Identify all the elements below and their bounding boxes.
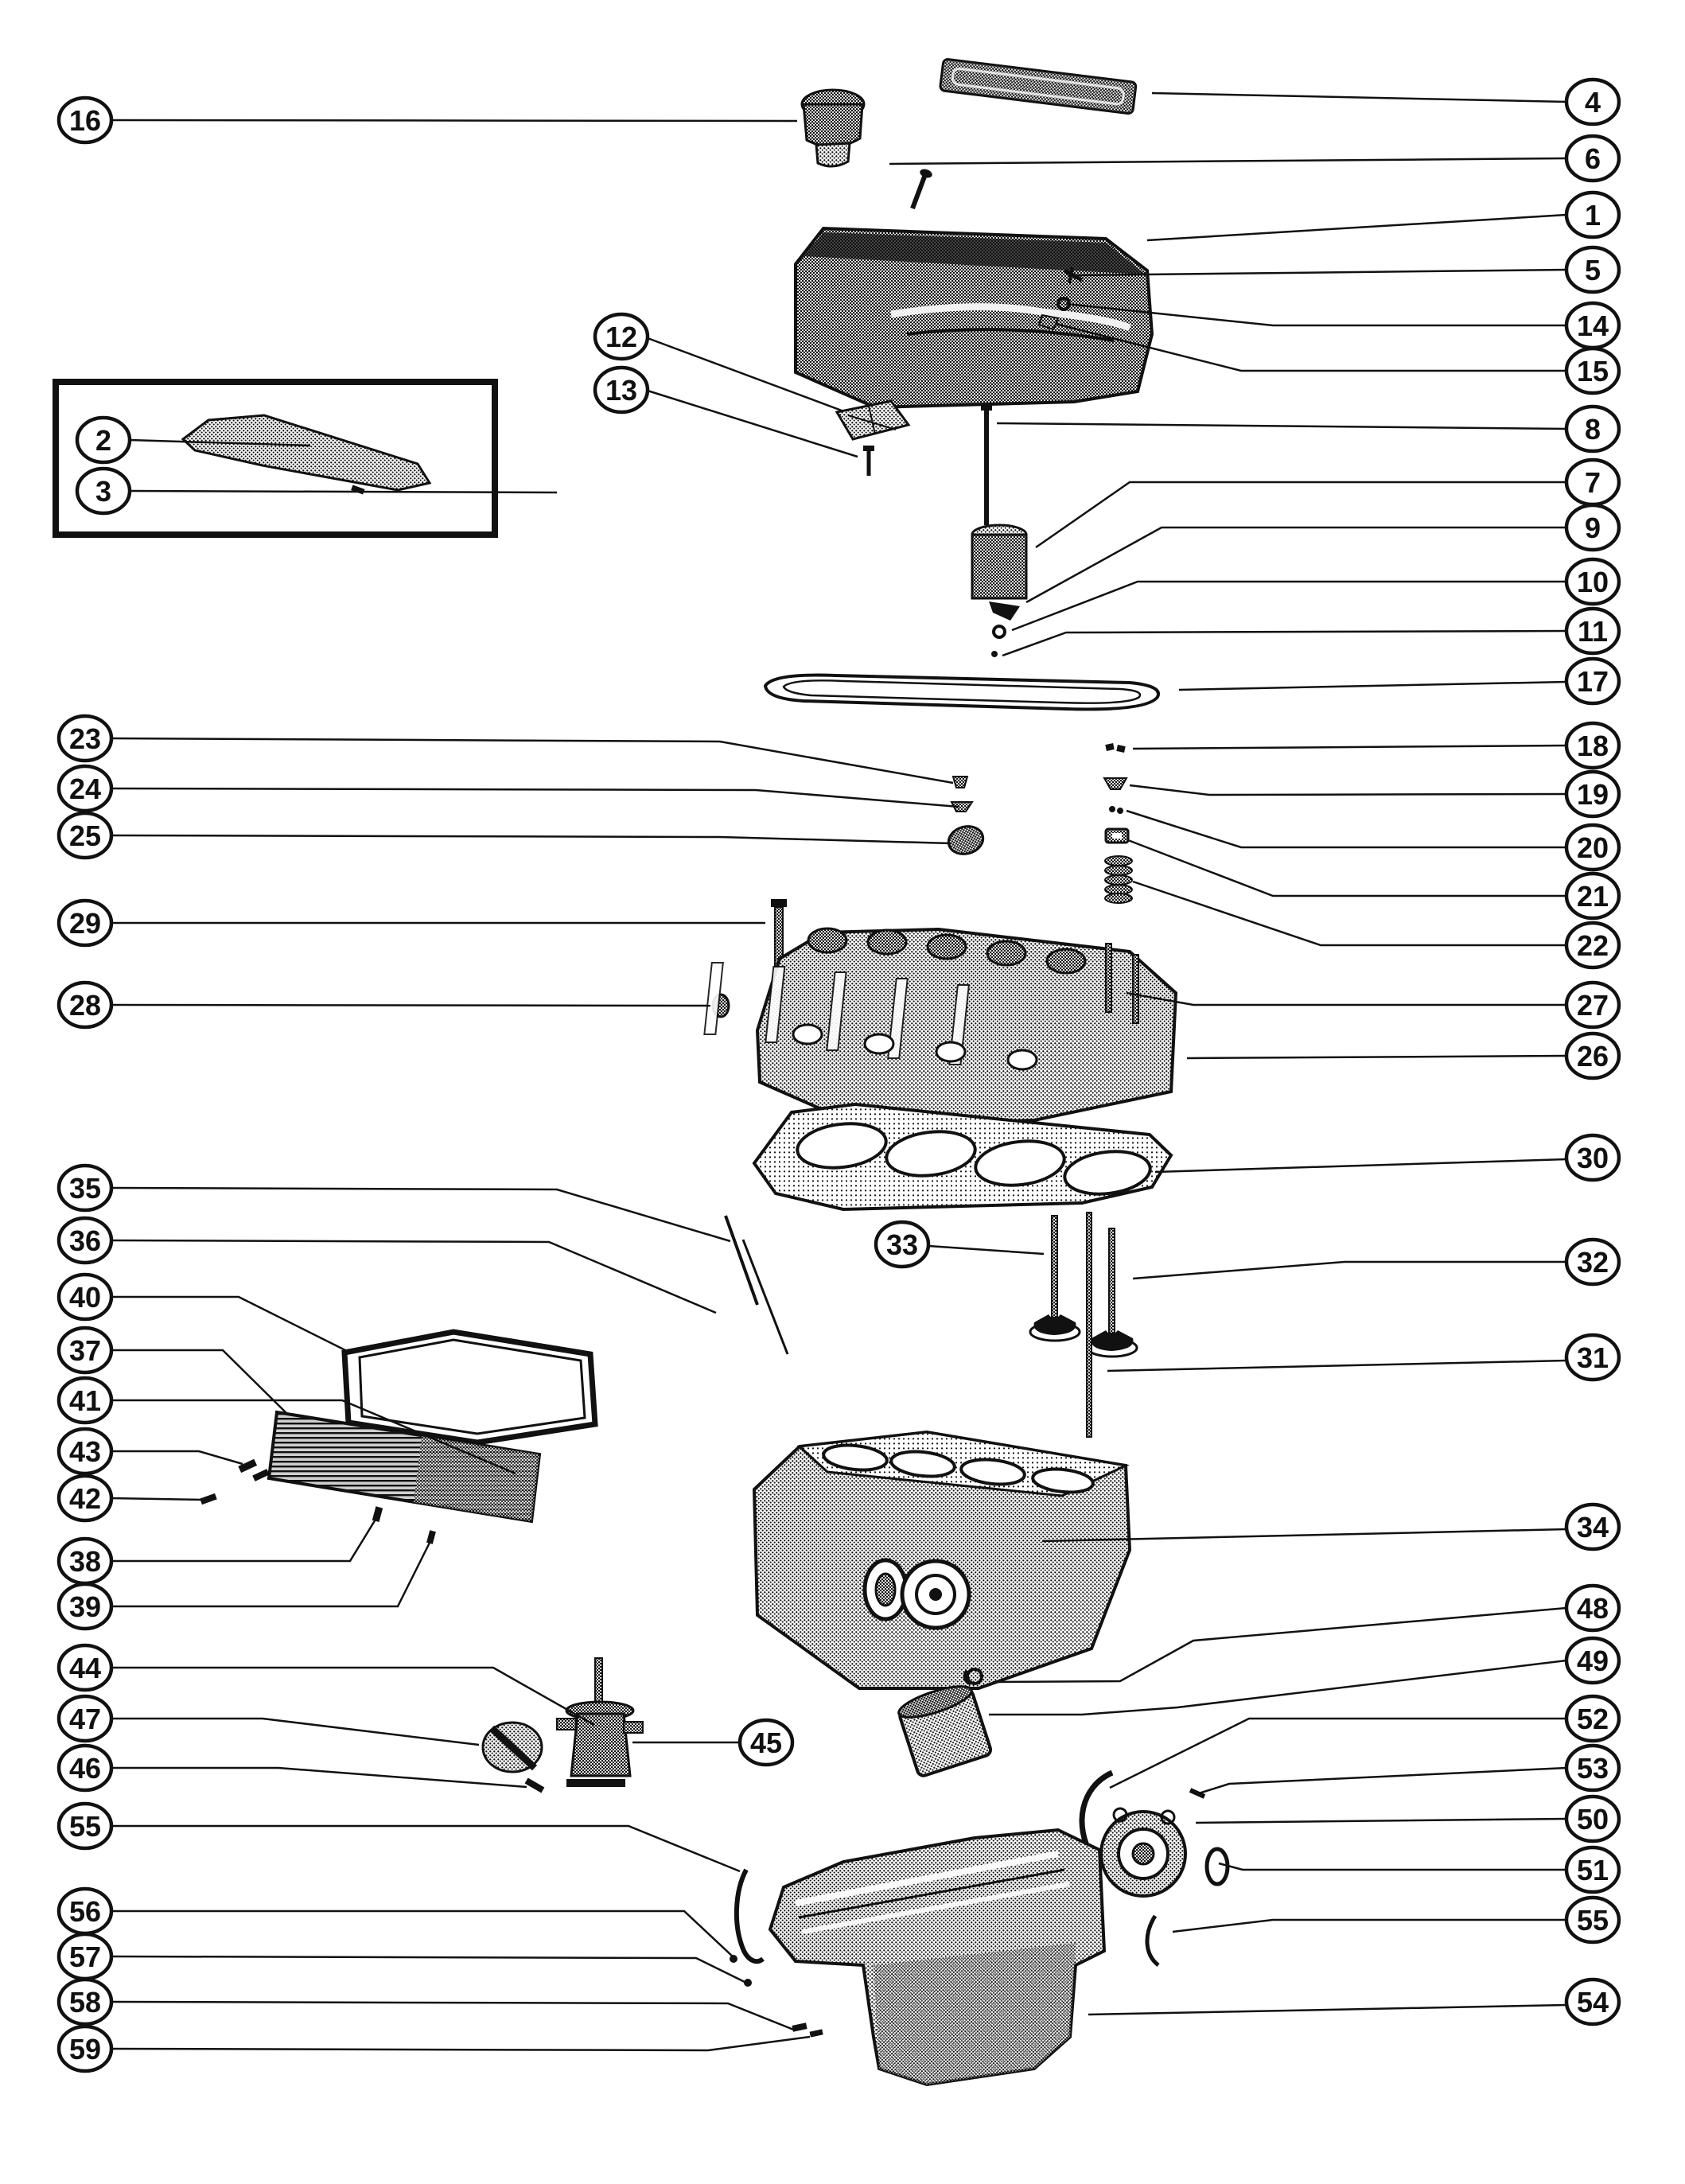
callout-number: 25 (68, 819, 102, 852)
leader-line-32 (1133, 1262, 1566, 1279)
callout-number: 8 (1584, 413, 1601, 446)
leader-line-11 (1002, 631, 1566, 656)
callout-33 (876, 1222, 928, 1267)
leader-line-24 (111, 788, 959, 807)
callout-11 (1566, 609, 1619, 653)
callout-14 (1566, 303, 1619, 348)
callout-45 (740, 1720, 792, 1765)
callout-51 (1566, 1847, 1619, 1892)
leader-line-42 (111, 1498, 203, 1500)
callout-3 (77, 469, 130, 513)
leader-line-1 (1147, 215, 1566, 240)
leader-line-49 (989, 1660, 1566, 1715)
callout-4 (1566, 80, 1619, 124)
callout-42 (59, 1476, 111, 1520)
callout-number: 58 (68, 1986, 102, 2019)
callout-6 (1566, 136, 1619, 181)
leader-line-35 (111, 1188, 730, 1241)
cover-screw-art (351, 485, 364, 494)
side-cover-gasket-art (344, 1332, 595, 1442)
leader-line-5 (1076, 270, 1566, 275)
leader-line-46 (111, 1768, 527, 1787)
callout-number: 28 (68, 989, 102, 1022)
callout-20 (1566, 825, 1619, 870)
callout-54 (1566, 1980, 1619, 2024)
dipstick-art (726, 1216, 788, 1354)
callout-number: 53 (1576, 1752, 1609, 1785)
leader-line-18 (1133, 746, 1566, 749)
leader-line-31 (1107, 1361, 1566, 1371)
leader-line-57 (111, 1956, 746, 1983)
callout-number: 54 (1576, 1986, 1609, 2019)
callout-12 (595, 314, 648, 359)
callout-30 (1566, 1135, 1619, 1180)
valve-cover-screw-art (913, 168, 933, 208)
leader-line-58 (111, 2002, 796, 2030)
callout-number: 38 (68, 1545, 102, 1578)
leader-line-47 (111, 1719, 479, 1745)
leader-line-33 (928, 1246, 1044, 1254)
leader-line-28 (111, 1005, 710, 1006)
callout-number: 33 (885, 1228, 919, 1261)
callout-10 (1566, 559, 1619, 604)
oil-fill-tube-art (972, 404, 1026, 657)
callout-number: 5 (1584, 254, 1601, 286)
callout-36 (59, 1218, 111, 1263)
callout-number: 35 (68, 1172, 102, 1205)
callout-55 (59, 1804, 111, 1848)
callout-number: 46 (68, 1752, 102, 1785)
callout-number: 18 (1576, 730, 1609, 762)
callout-43 (59, 1429, 111, 1474)
leader-line-59 (111, 2037, 810, 2050)
callout-48 (1566, 1586, 1619, 1630)
callout-49 (1566, 1638, 1619, 1683)
callout-number: 14 (1576, 309, 1609, 342)
callout-25 (59, 813, 111, 858)
leader-line-23 (111, 738, 953, 783)
callout-39 (59, 1584, 111, 1629)
callout-23 (59, 716, 111, 761)
leader-line-4 (1152, 93, 1566, 102)
callout-number: 19 (1576, 778, 1609, 811)
leader-line-52 (1110, 1719, 1566, 1788)
callout-number: 32 (1576, 1246, 1609, 1279)
leader-line-54 (1088, 2005, 1566, 2015)
callout-15 (1566, 348, 1619, 393)
leader-line-22 (1133, 882, 1566, 945)
callout-number: 11 (1577, 615, 1609, 648)
callout-number: 50 (1576, 1803, 1609, 1836)
leader-line-50 (1196, 1819, 1566, 1823)
callout-29 (59, 901, 111, 945)
leader-line-17 (1179, 682, 1566, 690)
callout-38 (59, 1539, 111, 1583)
valve-cover-gasket-art (765, 675, 1158, 710)
callout-number: 40 (68, 1281, 102, 1314)
callout-41 (59, 1378, 111, 1423)
callout-number: 36 (68, 1224, 102, 1257)
leader-line-7 (1036, 482, 1566, 547)
callout-26 (1566, 1034, 1619, 1078)
callout-number: 42 (68, 1482, 102, 1515)
callout-number: 31 (1576, 1341, 1609, 1374)
leader-line-26 (1187, 1056, 1566, 1058)
callout-17 (1566, 659, 1619, 703)
callout-number: 10 (1576, 566, 1609, 598)
callout-number: 4 (1584, 86, 1601, 119)
callout-number: 20 (1576, 831, 1609, 864)
leader-line-53 (1199, 1768, 1566, 1793)
callout-8 (1566, 407, 1619, 451)
callout-27 (1566, 983, 1619, 1027)
callout-number: 51 (1576, 1854, 1609, 1886)
callout-55 (1566, 1898, 1619, 1942)
callout-19 (1566, 772, 1619, 816)
callout-number: 39 (68, 1590, 102, 1623)
leader-line-44 (111, 1668, 594, 1725)
callout-number: 55 (68, 1810, 102, 1843)
callout-31 (1566, 1335, 1619, 1380)
callout-number: 22 (1576, 929, 1609, 962)
callout-2 (77, 418, 130, 462)
callout-number: 37 (68, 1334, 102, 1367)
callout-53 (1566, 1746, 1619, 1790)
leader-line-40 (111, 1297, 347, 1351)
callout-number: 43 (68, 1435, 102, 1468)
leader-line-20 (1127, 811, 1566, 847)
callout-number: 56 (68, 1895, 102, 1928)
valves-art (1030, 1213, 1137, 1437)
leader-line-8 (997, 423, 1566, 429)
breather-cap-art (802, 90, 864, 166)
callout-number: 34 (1576, 1511, 1609, 1544)
callout-number: 7 (1584, 466, 1601, 499)
callout-number: 6 (1584, 142, 1601, 175)
leader-line-16 (111, 120, 797, 121)
callout-46 (59, 1746, 111, 1790)
callout-number: 21 (1576, 880, 1609, 913)
callout-18 (1566, 723, 1619, 768)
leader-line-25 (111, 835, 951, 843)
callout-52 (1566, 1696, 1619, 1741)
leader-line-21 (1128, 840, 1566, 896)
callout-number: 15 (1576, 355, 1609, 387)
callout-7 (1566, 460, 1619, 504)
callout-24 (59, 766, 111, 811)
leader-line-55 (1173, 1920, 1566, 1932)
nameplate-art (940, 59, 1136, 114)
oil-pump-art (483, 1658, 643, 1793)
callout-number: 3 (95, 475, 112, 508)
callout-number: 55 (1576, 1904, 1609, 1937)
callout-35 (59, 1166, 111, 1210)
callout-28 (59, 983, 111, 1027)
push-rod-cover-art (183, 415, 430, 490)
callout-number: 17 (1576, 665, 1609, 698)
callout-number: 57 (68, 1941, 102, 1973)
callout-number: 47 (68, 1703, 102, 1735)
callout-number: 13 (605, 374, 638, 407)
leader-line-19 (1130, 785, 1566, 795)
leader-line-56 (111, 1911, 734, 1957)
callout-16 (59, 98, 111, 142)
callout-5 (1566, 247, 1619, 292)
callout-1 (1566, 193, 1619, 237)
leader-line-10 (1012, 582, 1566, 630)
engine-block-art (754, 1432, 1130, 1688)
callout-22 (1566, 923, 1619, 967)
callout-number: 23 (68, 722, 102, 755)
head-gasket-art (754, 1104, 1171, 1209)
callout-44 (59, 1645, 111, 1690)
callout-40 (59, 1275, 111, 1319)
leader-line-37 (111, 1350, 288, 1415)
callout-47 (59, 1696, 111, 1741)
leader-line-38 (111, 1512, 380, 1561)
leader-line-30 (1155, 1159, 1566, 1172)
callout-number: 1 (1584, 199, 1601, 232)
leader-line-36 (111, 1240, 716, 1313)
callout-number: 16 (68, 104, 102, 137)
callout-59 (59, 2026, 111, 2071)
callout-32 (1566, 1240, 1619, 1284)
callout-number: 59 (68, 2033, 102, 2065)
callout-number: 29 (68, 907, 102, 940)
callout-number: 9 (1584, 512, 1601, 544)
callout-number: 45 (749, 1727, 783, 1759)
leader-line-39 (111, 1538, 432, 1606)
callout-number: 41 (68, 1384, 102, 1417)
callout-number: 2 (95, 424, 112, 457)
callout-58 (59, 1980, 111, 2024)
callout-number: 24 (68, 773, 102, 805)
callout-number: 12 (605, 321, 638, 353)
leader-line-13 (648, 391, 858, 457)
leader-line-27 (1127, 993, 1566, 1005)
callout-56 (59, 1889, 111, 1933)
callout-21 (1566, 874, 1619, 918)
callout-number: 49 (1576, 1645, 1609, 1677)
callout-number: 27 (1576, 989, 1609, 1022)
leader-line-9 (1026, 528, 1566, 602)
callout-number: 52 (1576, 1703, 1609, 1735)
callout-13 (595, 368, 648, 412)
valve-cover-art (796, 228, 1152, 407)
oil-pan-art (730, 1830, 1104, 2085)
callout-34 (1566, 1505, 1619, 1549)
callout-number: 26 (1576, 1040, 1609, 1073)
callout-50 (1566, 1797, 1619, 1841)
rocker-small-parts-left-art (945, 777, 986, 858)
callout-57 (59, 1934, 111, 1979)
leader-line-6 (889, 158, 1566, 164)
callout-37 (59, 1328, 111, 1372)
valve-spring-parts-art (1104, 743, 1132, 903)
callout-number: 30 (1576, 1142, 1609, 1174)
leader-line-43 (111, 1451, 243, 1464)
leader-line-55 (111, 1826, 740, 1871)
callout-number: 48 (1576, 1592, 1609, 1625)
callout-9 (1566, 505, 1619, 550)
baffle-plate-art (837, 401, 909, 476)
callout-number: 44 (68, 1652, 102, 1684)
leader-line-51 (1219, 1863, 1566, 1870)
